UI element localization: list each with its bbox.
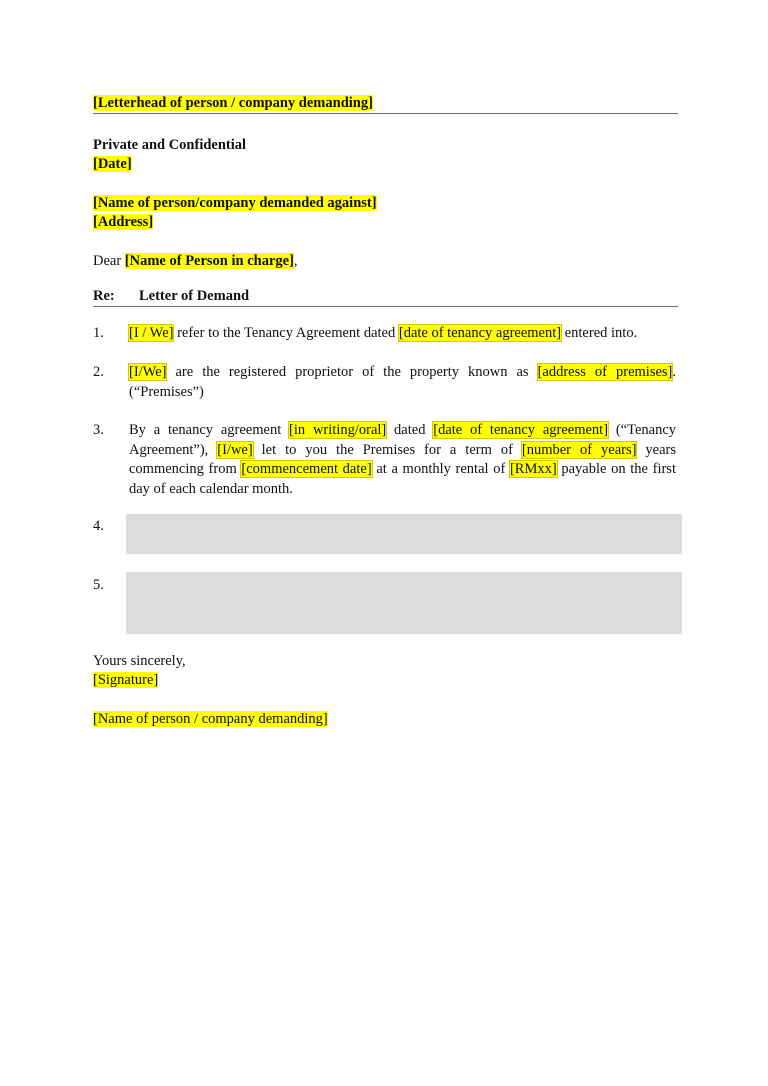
- paragraph-text: . (“Premises”): [129, 364, 676, 400]
- re-rule: [93, 306, 678, 307]
- paragraph-text: let to you the Premises for a term of: [252, 441, 522, 458]
- date-line: [93, 155, 132, 174]
- re-line: [93, 287, 249, 306]
- premises-address-placeholder: [address of premises]: [537, 364, 673, 380]
- re-subject: Letter of Demand: [139, 288, 250, 304]
- party-placeholder: [I / We]: [129, 325, 174, 341]
- letterhead-placeholder: [Letterhead of person / company demanding]: [93, 95, 373, 111]
- salutation: [93, 252, 298, 271]
- paragraph-1-number: 1.: [93, 325, 104, 341]
- party-placeholder: [I/We]: [129, 364, 167, 380]
- signatory-line: [93, 710, 328, 729]
- recipient-address-line: [93, 213, 153, 232]
- signature-placeholder: [Signature]: [93, 672, 159, 688]
- paragraph-text: are the registered proprietor of the property known as: [166, 364, 538, 380]
- agreement-date-placeholder: [date of tenancy agreement]: [433, 422, 609, 438]
- re-label: Re:: [93, 288, 115, 304]
- salutation-name-placeholder: [Name of Person in charge]: [124, 253, 294, 269]
- redacted-block-4: [126, 514, 682, 554]
- paragraph-text: entered into.: [561, 325, 638, 341]
- signature-line: [93, 671, 158, 690]
- salutation-suffix: ,: [293, 253, 298, 269]
- paragraph-1: [129, 324, 676, 344]
- paragraph-5-number: 5.: [93, 577, 104, 593]
- recipient-name-placeholder: [Name of person/company demanded against]: [93, 195, 377, 211]
- closing: Yours sincerely,: [93, 653, 186, 669]
- salutation-prefix: Dear: [93, 253, 125, 269]
- confidential-label: Private and Confidential: [93, 137, 247, 153]
- agreement-date-placeholder: [date of tenancy agreement]: [398, 325, 562, 341]
- commencement-date-placeholder: [commencement date]: [241, 461, 372, 478]
- paragraph-text: at a monthly rental of: [371, 461, 510, 478]
- paragraph-3-number: 3.: [93, 422, 104, 438]
- paragraph-text: years commencing from: [129, 441, 676, 478]
- party-placeholder: [I/we]: [217, 441, 253, 458]
- paragraph-text: (“Tenancy Agreement”),: [129, 422, 677, 458]
- date-placeholder: [Date]: [93, 156, 132, 172]
- paragraph-text: By a tenancy agreement: [129, 422, 290, 438]
- paragraph-text: refer to the Tenancy Agreement dated: [173, 325, 399, 341]
- paragraph-text: payable on the first day of each calendar month.: [129, 461, 676, 497]
- recipient-name-line: [93, 194, 377, 213]
- paragraph-2-number: 2.: [93, 364, 104, 380]
- term-years-placeholder: [number of years]: [521, 441, 637, 458]
- paragraph-4-number: 4.: [93, 518, 104, 534]
- paragraph-text: dated: [386, 422, 434, 438]
- recipient-address-placeholder: [Address]: [93, 214, 154, 230]
- paragraph-3: [129, 421, 676, 499]
- paragraph-2: [129, 363, 676, 402]
- signatory-placeholder: [Name of person / company demanding]: [93, 711, 328, 727]
- rental-amount-placeholder: [RMxx]: [509, 461, 557, 478]
- letterhead-rule: [93, 113, 678, 114]
- redacted-block-5: [126, 572, 682, 634]
- letterhead-line: [93, 94, 373, 113]
- agreement-form-placeholder: [in writing/oral]: [289, 422, 387, 438]
